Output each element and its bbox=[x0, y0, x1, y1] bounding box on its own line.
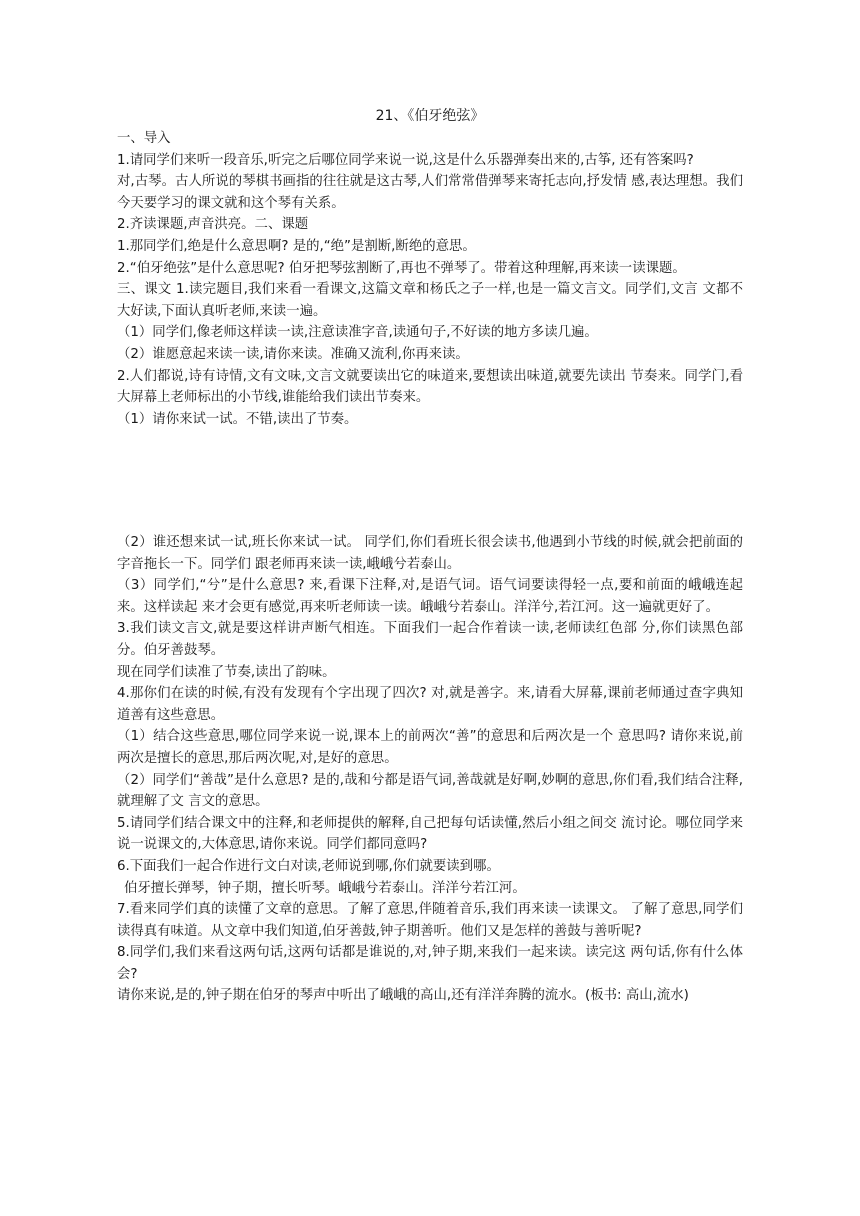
paragraph: （3）同学们,“兮”是什么意思? 来,看课下注释,对,是语气词。语气词要读得轻一点,要和前面的峨峨连起来。这样读起 来才会更有感觉,再来听老师读一读。峨峨兮若泰山。洋洋兮,若江河。这一遍就更好了。 bbox=[117, 578, 743, 615]
paragraph: 3.我们读文言文,就是要这样讲声断气相连。下面我们一起合作着读一读,老师读红色部 分,你们读黑色部分。伯牙善鼓琴。 bbox=[117, 621, 743, 658]
paragraph: 5.请同学们结合课文中的注释,和老师提供的解释,自己把每句话读懂,然后小组之间交 流讨论。哪位同学来说一说课文的,大体意思,请你来说。同学们都同意吗? bbox=[117, 815, 743, 853]
paragraph: （2）谁还想来试一试,班长你来试一试。 同学们,你们看班长很会读书,他遇到小节线的时候,就会把前面的字音拖长一下。同学们 跟老师再来读一读,峨峨兮若泰山。 bbox=[117, 535, 743, 572]
paragraph: 8.同学们,我们来看这两句话,这两句话都是谁说的,对,钟子期,来我们一起来读。读完这 两句话,你有什么体会? bbox=[117, 945, 743, 982]
paragraph: 2.人们都说,诗有诗情,文有文味,文言文就要读出它的味道来,要想读出味道,就要先读出 节奏来。同学门,看大屏幕上老师标出的小节线,谁能给我们读出节奏来。 bbox=[117, 368, 743, 406]
paragraph: 2.齐读课题,声音洪亮。二、课题 bbox=[117, 217, 309, 233]
paragraph: （2）同学们“善哉”是什么意思? 是的,哉和兮都是语气词,善哉就是好啊,妙啊的意思,你们看,我们结合注释,就理解了文 言文的意思。 bbox=[117, 772, 743, 810]
paragraph: 现在同学们读准了节奏,读出了韵味。 bbox=[117, 664, 336, 680]
paragraph: 1.那同学们,绝是什么意思啊? 是的,“绝”是割断,断绝的意思。 bbox=[117, 238, 476, 254]
paragraph: （1）结合这些意思,哪位同学来说一说,课本上的前两次“善”的意思和后两次是一个 意思吗? 请你来说,前两次是擅长的意思,那后两次呢,对,是好的意思。 bbox=[117, 729, 743, 766]
lesson-section-intro bbox=[117, 128, 743, 430]
paragraph: 4.那你们在读的时候,有没有发现有个字出现了四次? 对,就是善字。来,请看大屏幕,课前老师通过查字典知道善有这些意思。 bbox=[117, 686, 743, 723]
paragraph: 2.“伯牙绝弦”是什么意思呢? 伯牙把琴弦割断了,再也不弹琴了。带着这种理解,再来读一读课题。 bbox=[117, 260, 686, 276]
paragraph: （1）请你来试一试。不错,读出了节奏。 bbox=[117, 411, 358, 427]
paragraph: 1.请同学们来听一段音乐,听完之后哪位同学来说一说,这是什么乐器弹奏出来的,古筝, 还有答案吗? bbox=[117, 152, 694, 168]
document-title: 21、《伯牙绝弦》 bbox=[375, 108, 485, 124]
lesson-section-reading bbox=[117, 532, 743, 1007]
paragraph: 对,古琴。古人所说的琴棋书画指的往往就是这古琴,人们常常借弹琴来寄托志向,抒发情 感,表达理想。我们今天要学习的课文就和这个琴有关系。 bbox=[117, 174, 743, 211]
paragraph: 伯牙擅长弹琴，钟子期，擅长听琴。峨峨兮若泰山。洋洋兮若江河。 bbox=[124, 880, 526, 896]
paragraph: 请你来说,是的,钟子期在伯牙的琴声中听出了峨峨的高山,还有洋洋奔腾的流水。(板书: 高山,流水) bbox=[117, 988, 689, 1004]
paragraph: 7.看来同学们真的读懂了文章的意思。了解了意思,伴随着音乐,我们再来读一读课文。 了解了意思,同学们读得真有味道。从文章中我们知道,伯牙善鼓,钟子期善听。他们又是怎样的善鼓与善听呢? bbox=[117, 902, 743, 939]
paragraph: （2）谁愿意起来读一读,请你来读。准确又流利,你再来读。 bbox=[117, 346, 469, 362]
paragraph: 一、导入 bbox=[117, 131, 171, 146]
paragraph: 三、课文 1.读完题目,我们来看一看课文,这篇文章和杨氏之子一样,也是一篇文言文。同学们,文言 文都不大好读,下面认真听老师,来读一遍。 bbox=[117, 282, 743, 319]
paragraph: 6.下面我们一起合作进行文白对读,老师说到哪,你们就要读到哪。 bbox=[117, 858, 500, 874]
paragraph: （1）同学们,像老师这样读一读,注意读准字音,读通句子,不好读的地方多读几遍。 bbox=[117, 325, 598, 341]
